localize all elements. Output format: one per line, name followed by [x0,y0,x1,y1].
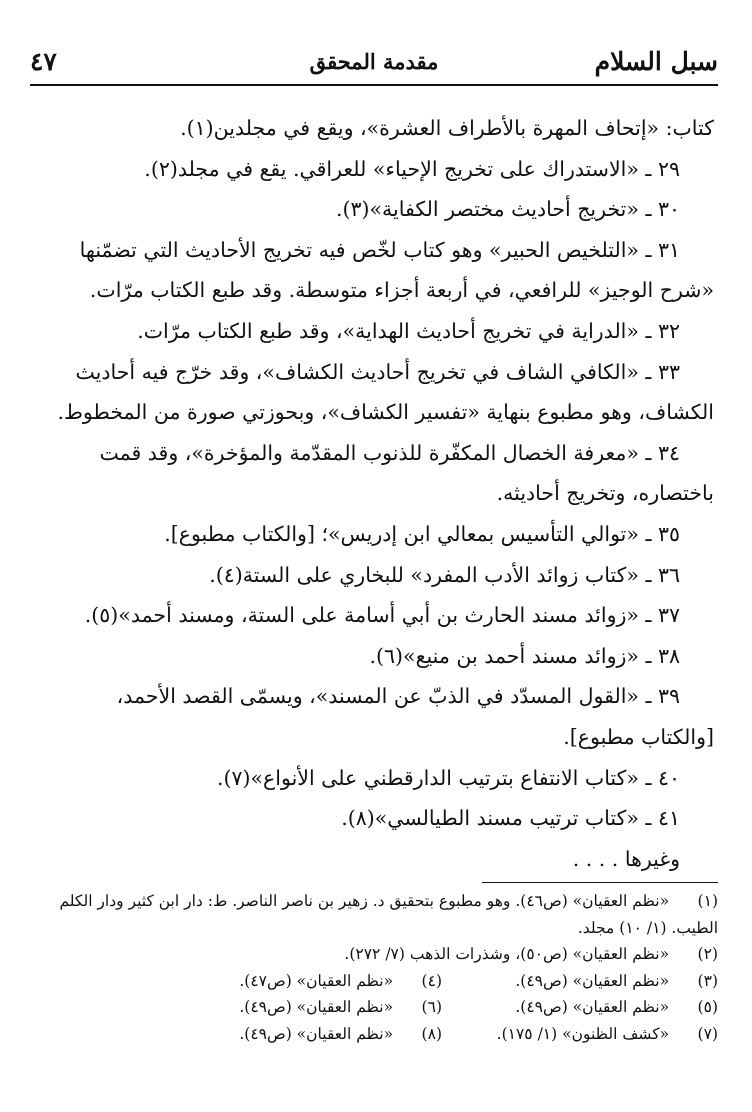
footnote-number: (٧) [697,1024,718,1043]
footnote-4 [166,968,442,995]
text-line: ٢٩ ـ «الاستدراك على تخريج الإحياء» للعراقي. يقع في مجلد(٢). [144,156,680,181]
footnote-number: (٦) [421,998,442,1016]
text-line: باختصاره، وتخريج أحاديثه. [496,481,714,506]
footnote-5 [442,994,718,1021]
page-number: ٤٧ [30,47,57,76]
text-line: ٣٨ ـ «زوائد مسند أحمد بن منيع»(٦). [369,643,680,668]
footnote-7 [442,1021,718,1048]
footnote-number: (٢) [697,945,718,963]
page-header [30,42,718,82]
footnote-text: «كشف الظنون» (١/ ١٧٥). [496,1024,670,1043]
footnote-number: (٨) [421,1024,442,1043]
footnote-text: «نظم العقيان» (ص٤٦). وهو مطبوع بتحقيق د. زهير بن ناصر الناصر. ط: دار ابن كثير ودار الكلم الطيب. (١/ ١٠) مجلد. [59,892,718,937]
text-line: ٣٦ ـ «كتاب زوائد الأدب المفرد» للبخاري على الستة(٤). [209,562,680,587]
footnote-number: (١) [697,892,718,910]
footnote-row [30,968,718,995]
footnote-text: «نظم العقيان» (ص٥٠)، وشذرات الذهب (٧/ ٢٧٢). [344,945,670,963]
text-line: الكشاف، وهو مطبوع بنهاية «تفسير الكشاف»، وبحوزتي صورة من المخطوط. [57,400,714,425]
footnote-number: (٤) [421,971,442,990]
text-line: كتاب: «إتحاف المهرة بالأطراف العشرة»، ويقع في مجلدين(١). [180,116,714,140]
text-line: ٣٧ ـ «زوائد مسند الحارث بن أبي أسامة على الستة، ومسند أحمد»(٥). [84,603,680,628]
text-line: «شرح الوجيز» للرافعي، في أربعة أجزاء متوسطة. وقد طبع الكتاب مرّات. [89,278,714,303]
footnote-separator [482,882,718,883]
text-line: ٣٥ ـ «توالي التأسيس بمعالي ابن إدريس»؛ [والكتاب مطبوع]. [164,521,680,546]
text-line: ٤٠ ـ «كتاب الانتفاع بترتيب الدارقطني على الأنواع»(٧). [216,765,680,790]
text-line: [والكتاب مطبوع]. [563,724,714,749]
running-section-title: مقدمة المحقق [309,49,439,74]
text-line: ٣٩ ـ «القول المسدّد في الذبّ عن المسند»، ويسمّى القصد الأحمد، [116,684,680,709]
footnote-number: (٣) [697,971,718,990]
footnote-text: «نظم العقيان» (ص٤٧). [239,971,394,990]
footnote-text: «نظم العقيان» (ص٤٩). [515,998,670,1016]
text-line: ٣١ ـ «التلخيص الحبير» وهو كتاب لخّص فيه تخريج الأحاديث التي تضمّنها [79,237,680,262]
footnote-text: «نظم العقيان» (ص٤٩). [515,971,670,990]
text-line: ٣٣ ـ «الكافي الشاف في تخريج أحاديث الكشاف»، وقد خرّج فيه أحاديث [75,359,680,384]
main-text [34,108,714,879]
footnote-text: «نظم العقيان» (ص٤٩). [239,1024,394,1043]
footnote-number: (٥) [697,998,718,1016]
footnote-1 [30,888,718,941]
footnotes [30,888,718,1047]
footnote-text: «نظم العقيان» (ص٤٩). [239,998,394,1016]
text-line: ٣٠ ـ «تخريج أحاديث مختصر الكفاية»(٣). [335,197,680,222]
footnote-8 [166,1021,442,1048]
footnote-3 [442,968,718,995]
running-book-title: سبل السلام [594,47,718,76]
text-line: ٤١ ـ «كتاب ترتيب مسند الطيالسي»(٨). [341,806,680,831]
footnote-row [30,994,718,1021]
footnote-6 [166,994,442,1021]
text-line: وغيرها . . . . [572,846,680,871]
text-line: ٣٢ ـ «الدراية في تخريج أحاديث الهداية»، وقد طبع الكتاب مرّات. [137,318,680,343]
footnote-row [30,1021,718,1048]
header-rule [30,84,718,86]
footnote-2 [30,941,718,968]
text-line: ٣٤ ـ «معرفة الخصال المكفّرة للذنوب المقدّمة والمؤخرة»، وقد قمت [99,440,680,465]
